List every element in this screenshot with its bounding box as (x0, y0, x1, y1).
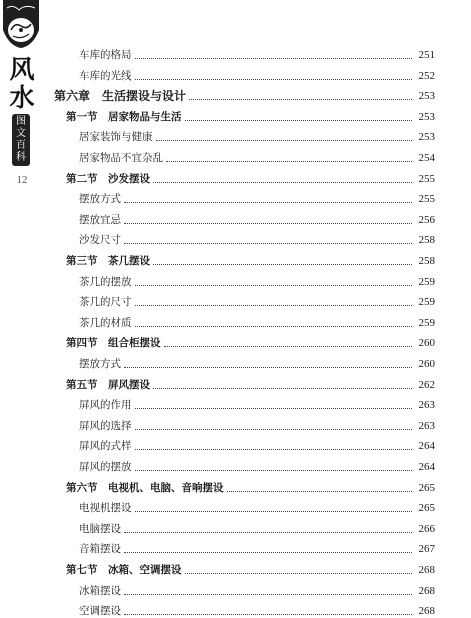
toc-entry-page: 263 (418, 419, 435, 432)
toc-entry-page: 264 (418, 461, 435, 473)
toc-item-row (79, 394, 435, 412)
toc-item-row (79, 188, 435, 206)
toc-item-row (79, 312, 435, 330)
series-badge-char: 文 (16, 128, 26, 139)
toc-entry-label: 摆放宜忌 (79, 213, 121, 226)
toc-item-row (79, 518, 435, 536)
toc-entry-page: 264 (418, 440, 435, 453)
toc-entry-page: 267 (418, 543, 435, 556)
toc-section-row (66, 559, 435, 577)
toc-entry-page: 255 (418, 172, 435, 185)
dot-leader (135, 58, 413, 59)
toc-entry-label: 屏风的选择 (79, 419, 132, 432)
toc-entry-label: 居家装饰与健康 (79, 131, 153, 144)
dot-leader (135, 326, 413, 327)
series-badge-char: 百 (16, 140, 26, 151)
toc-item-row (79, 209, 435, 227)
dot-leader (135, 305, 413, 306)
toc-entry-label: 第二节 沙发摆设 (66, 172, 150, 185)
toc-item-row (79, 126, 435, 144)
toc-section-row (66, 332, 435, 350)
toc-item-row (79, 44, 435, 62)
dot-leader (124, 202, 412, 203)
toc-entry-page: 259 (418, 275, 435, 288)
toc-entry-page: 268 (418, 564, 435, 576)
toc-item-row (79, 600, 435, 618)
toc-entry-page: 255 (418, 193, 435, 206)
toc-entry-label: 车库的格局 (79, 49, 132, 61)
dot-leader (185, 573, 413, 574)
toc-entry-label: 第六章 生活摆设与设计 (54, 89, 187, 104)
toc-entry-label: 电脑摆设 (79, 522, 121, 535)
dot-leader (124, 594, 412, 595)
toc-entry-label: 第三节 茶几摆设 (66, 255, 150, 267)
toc-item-row (79, 415, 435, 433)
toc-entry-label: 第一节 居家物品与生活 (66, 110, 182, 123)
dot-leader (135, 511, 413, 512)
toc-item-row (79, 435, 435, 453)
dot-leader (124, 552, 412, 553)
toc-entry-page: 256 (418, 213, 435, 226)
toc-entry-label: 沙发尺寸 (79, 234, 121, 247)
toc-entry-label: 茶几的尺寸 (79, 296, 132, 309)
toc-entry-label: 第四节 组合柜摆设 (66, 337, 161, 350)
toc-entry-page: 253 (418, 90, 435, 103)
toc-entry-page: 258 (418, 255, 435, 267)
dot-leader (153, 388, 412, 389)
toc-section-row (66, 250, 435, 268)
dot-leader (135, 429, 413, 430)
dot-leader (227, 491, 413, 492)
toc-entry-label: 第七节 冰箱、空调摆设 (66, 564, 182, 576)
dot-leader (135, 79, 413, 80)
page-number: 12 (16, 174, 28, 186)
toc-chapter-row (54, 85, 435, 103)
toc-section-row (66, 374, 435, 392)
toc-entry-page: 260 (418, 358, 435, 370)
toc-entry-label: 屏风的式样 (79, 440, 132, 453)
toc-item-row (79, 580, 435, 598)
toc-entry-page: 252 (418, 69, 435, 82)
toc-entry-label: 居家物品不宜杂乱 (79, 152, 163, 164)
toc-item-row (79, 229, 435, 247)
dot-leader (135, 449, 413, 450)
dot-leader (164, 346, 413, 347)
dot-leader (153, 264, 412, 265)
toc-entry-label: 摆放方式 (79, 358, 121, 370)
toc-entry-label: 第六节 电视机、电脑、音响摆设 (66, 481, 224, 494)
toc-entry-page: 265 (418, 481, 435, 494)
dot-leader (124, 243, 412, 244)
dot-leader (124, 367, 412, 368)
toc-entry-page: 268 (418, 584, 435, 597)
book-title-char: 风 (9, 55, 35, 84)
dot-leader (189, 99, 412, 100)
toc-entry-page: 254 (418, 152, 435, 164)
toc-entry-page: 258 (418, 234, 435, 247)
dot-leader (135, 408, 413, 409)
toc-section-row (66, 477, 435, 495)
toc-entry-page: 266 (418, 522, 435, 535)
dot-leader (135, 470, 413, 471)
toc-item-row (79, 456, 435, 474)
toc-item-row (79, 353, 435, 371)
toc-entry-label: 屏风的摆放 (79, 461, 132, 473)
toc-entry-label: 电视机摆设 (79, 502, 132, 515)
dot-leader (135, 285, 413, 286)
toc-entry-label: 茶几的材质 (79, 316, 132, 329)
toc-entry-page: 253 (418, 131, 435, 144)
series-badge-char: 图 (16, 116, 26, 127)
dot-leader (153, 182, 412, 183)
toc-entry-label: 茶几的摆放 (79, 275, 132, 288)
dot-leader (124, 614, 412, 615)
dot-leader (124, 532, 412, 533)
toc-item-row (79, 271, 435, 289)
toc-entry-page: 253 (418, 110, 435, 123)
toc-item-row (79, 147, 435, 165)
dot-leader (166, 161, 412, 162)
dot-leader (156, 140, 413, 141)
dot-leader (124, 223, 412, 224)
toc-entry-page: 259 (418, 316, 435, 329)
toc-entry-label: 车库的光线 (79, 69, 132, 82)
toc-entry-page: 265 (418, 502, 435, 515)
toc-entry-label: 第五节 屏风摆设 (66, 378, 150, 391)
toc-entry-label: 音箱摆设 (79, 543, 121, 556)
toc-item-row (79, 291, 435, 309)
toc-entry-label: 摆放方式 (79, 193, 121, 206)
toc-entry-label: 冰箱摆设 (79, 584, 121, 597)
toc-entry-page: 262 (418, 378, 435, 391)
toc-entry-page: 251 (418, 49, 435, 61)
toc-item-row (79, 497, 435, 515)
toc-section-row (66, 106, 435, 124)
toc-section-row (66, 168, 435, 186)
toc-entry-page: 263 (418, 399, 435, 412)
toc-entry-page: 260 (418, 337, 435, 350)
dot-leader (185, 120, 413, 121)
toc-entry-page: 259 (418, 296, 435, 309)
toc-entry-page: 268 (418, 605, 435, 618)
book-title-char: 水 (9, 83, 35, 112)
toc-entry-label: 屏风的作用 (79, 399, 132, 412)
series-badge-char: 科 (16, 152, 26, 163)
toc-item-row (79, 65, 435, 83)
toc-entry-label: 空调摆设 (79, 605, 121, 618)
toc-item-row (79, 538, 435, 556)
